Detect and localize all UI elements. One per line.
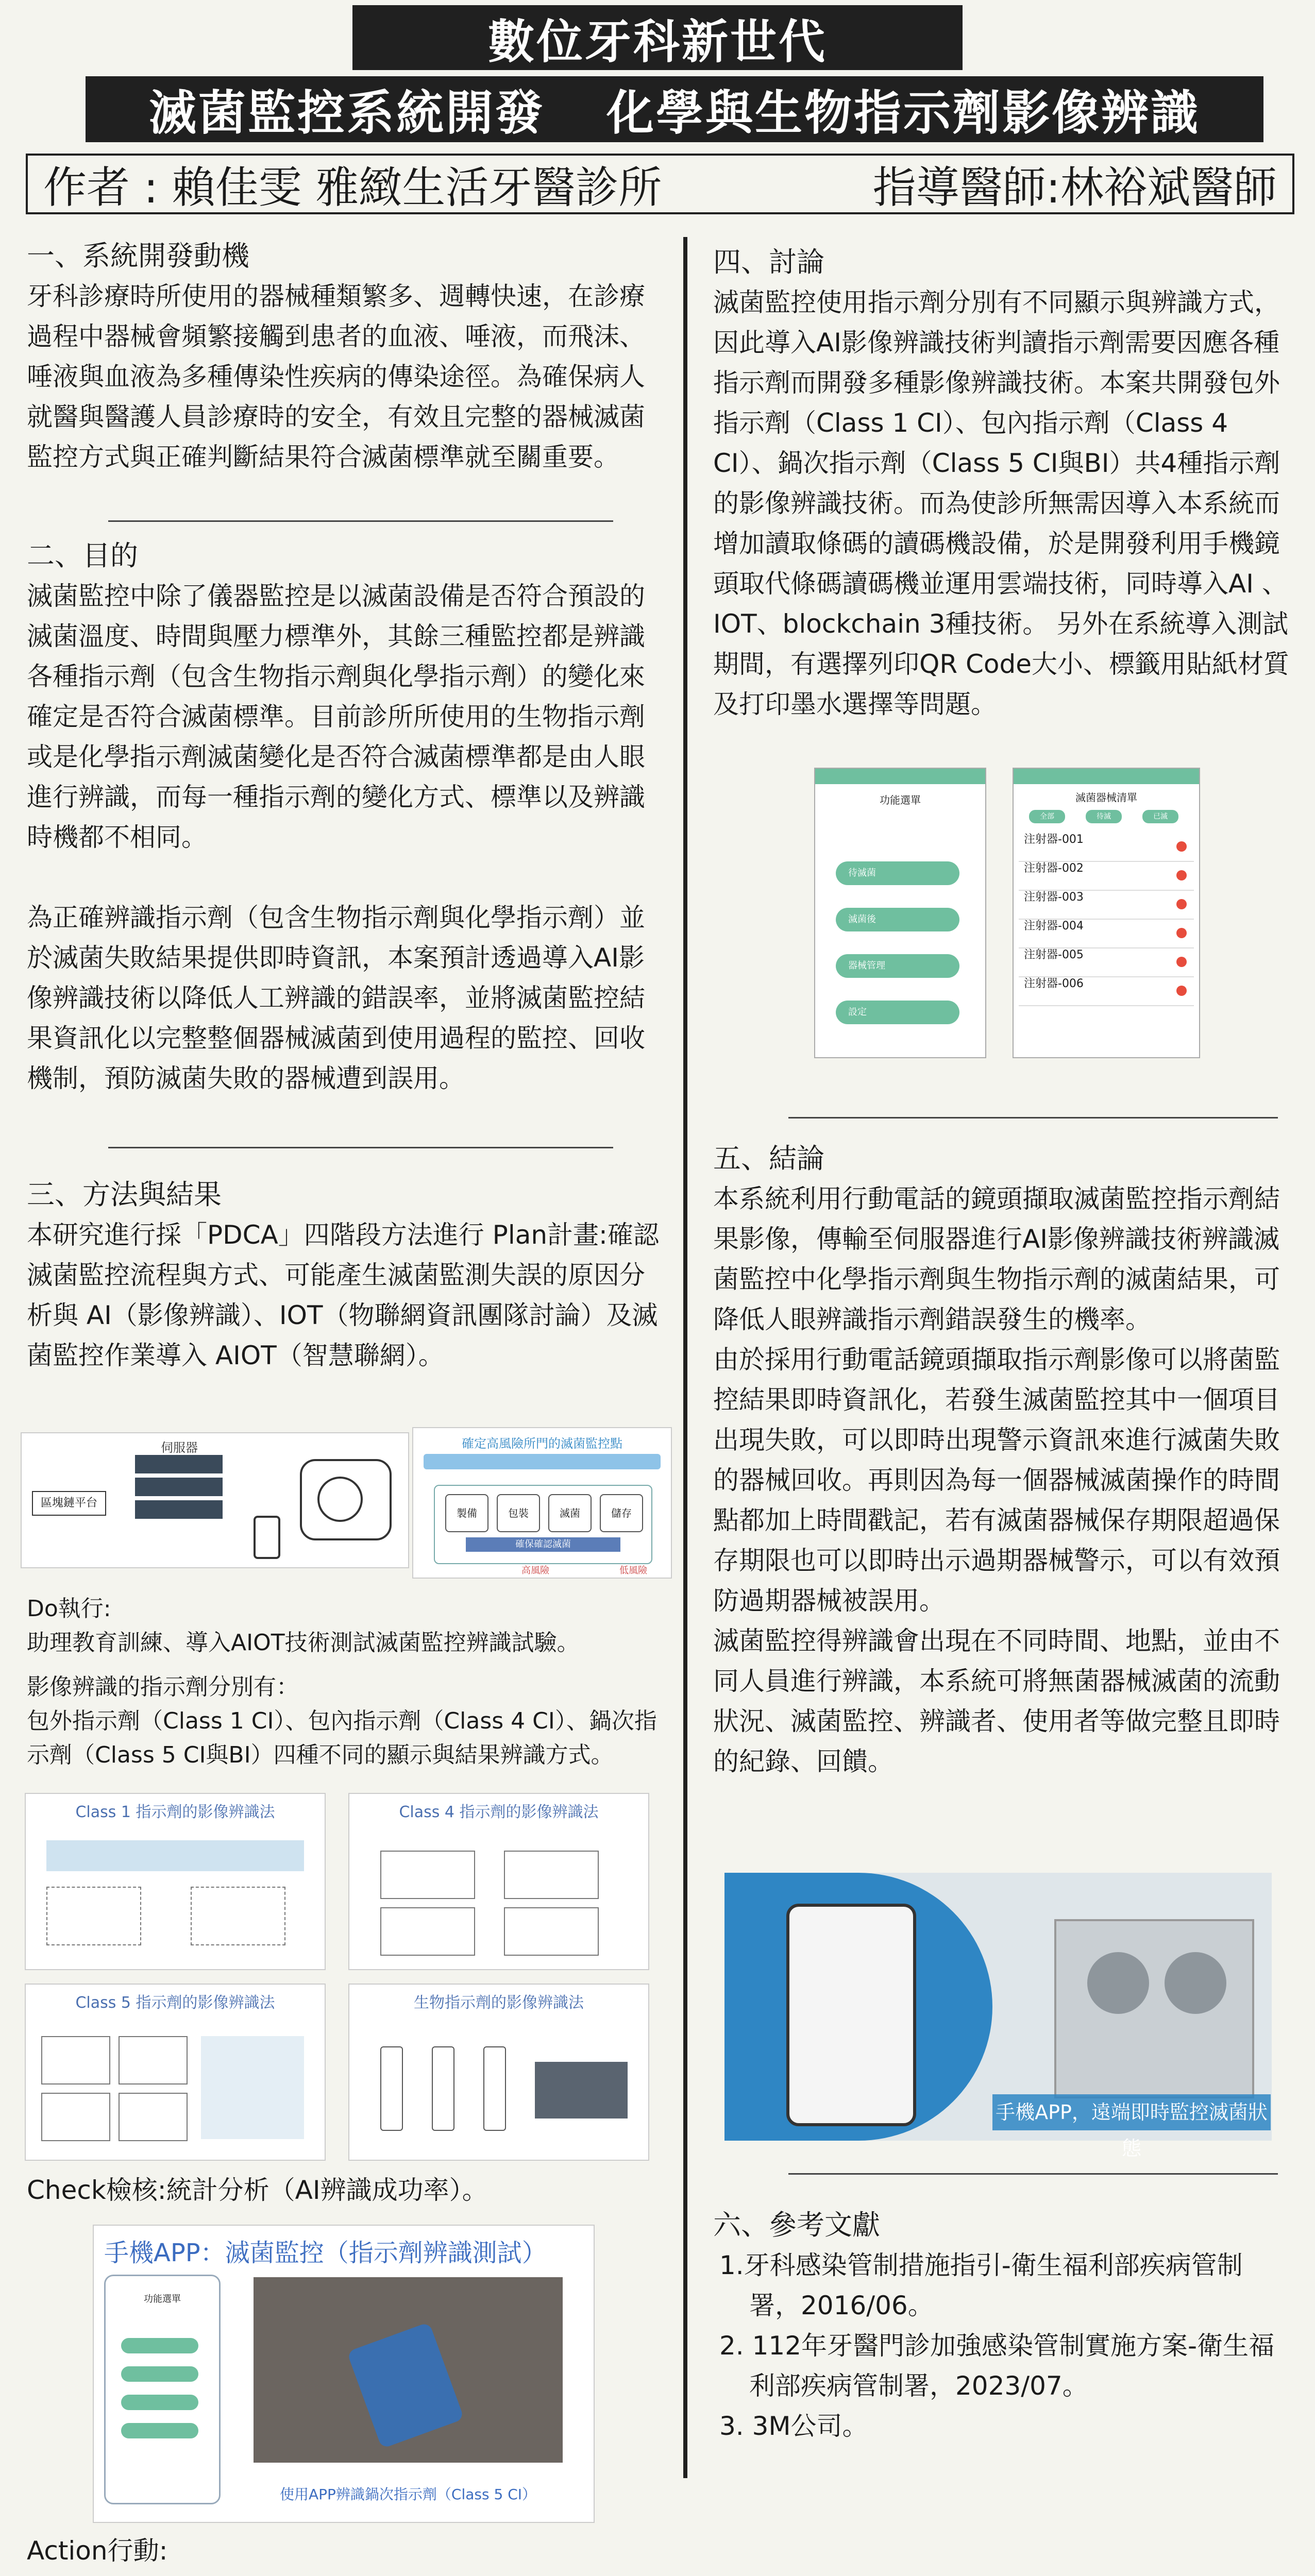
list-item[interactable]: 注射器-006 <box>1019 977 1194 1006</box>
indicator-sample <box>119 2036 188 2084</box>
phone-screenshot-list <box>1013 768 1200 1058</box>
flow-step: 製備 <box>445 1494 488 1532</box>
advisor: 指導醫師:林裕斌醫師 <box>872 162 1277 213</box>
flow-title: 確定高風險所門的滅菌監控點 <box>462 1436 622 1451</box>
app-test-figure <box>93 2225 595 2523</box>
list-item[interactable]: 注射器-005 <box>1019 948 1194 977</box>
phone-list-tab[interactable]: 全部 <box>1029 810 1065 823</box>
check-text: Check檢核:統計分析（AI辨識成功率）。 <box>27 2175 488 2205</box>
indicator-sample <box>201 2036 304 2139</box>
app-test-title: 手機APP：滅菌監控（指示劑辨識測試） <box>104 2239 547 2267</box>
divider-line <box>788 2173 1278 2175</box>
card-title: Class 4 指示劑的影像辨識法 <box>399 1803 599 1821</box>
platform-label: 區塊鏈平台 <box>32 1491 106 1516</box>
subtitle-right: 化學與生物指示劑影像辨識 <box>606 86 1201 141</box>
section-motivation <box>27 236 661 477</box>
section-body: 滅菌監控中除了儀器監控是以滅菌設備是否符合預設的滅菌溫度、時間與壓力標準外，其餘三種監控都是辨識各種指示劑（包含生物指示劑與化學指示劑）的變化來確定是否符合滅菌標準。目前診所所使用的生物指示劑或是化學指示劑滅菌變化是否符合滅菌標準都是由人眼進行辨識，而每一種指示劑的變化方式、標準以及辨識時機都不相同。 <box>27 581 645 852</box>
flow-step: 滅菌 <box>548 1494 592 1532</box>
phone-menu-title: 功能選單 <box>144 2294 181 2304</box>
section-title: 四、討論 <box>713 246 824 278</box>
reference-item: 3. 3M公司。 <box>719 2411 868 2441</box>
phone-list-tab[interactable]: 已滅 <box>1142 810 1178 823</box>
server-diagram <box>21 1432 409 1568</box>
vial-icon <box>483 2046 506 2131</box>
phone-menu-item <box>121 2395 198 2410</box>
flow-step: 包裝 <box>497 1494 540 1532</box>
server-rack <box>135 1455 223 1473</box>
indicator-sample <box>119 2093 188 2141</box>
indicator-sample <box>504 1907 599 1956</box>
phone-menu-item <box>121 2423 198 2438</box>
section-body: 本系統利用行動電話的鏡頭擷取滅菌監控指示劑結果影像，傳輸至伺服器進行AI影像辨識技術辨識滅菌監控中化學指示劑與生物指示劑的滅菌結果，可降低人眼辨識指示劑錯誤發生的機率。 <box>713 1184 1280 1334</box>
phone-icon <box>254 1516 280 1559</box>
card-class5 <box>25 1984 326 2161</box>
section-body: 滅菌監控使用指示劑分別有不同顯示與辨識方式，因此導入AI影像辨識技術判讀指示劑需要因應各種指示劑而開發多種影像辨識技術。本案共開發包外指示劑（Class 1 CI）、包內指示劑（Class 4 CI）、鍋次指示劑（Class 5 CI與BI）共4種指示劑的影像辨識技術。而為使診所無需因導入本系統而增加讀取條碼的讀碼機設備，於是開發利用手機鏡頭取代條碼讀碼機並運用雲端技術，同時導入AI 、IOT、blockchain 3種技術。 另外在系統導入測試期間，有選擇列印QR Code大小、標籤用貼紙材質及打印墨水選擇等問題。 <box>713 287 1289 719</box>
flow-box <box>434 1485 652 1564</box>
indicator-sample <box>46 1887 141 1945</box>
indicator-strip <box>46 1840 304 1871</box>
list-item[interactable]: 注射器-003 <box>1019 891 1194 920</box>
phone-screenshot-menu <box>814 768 986 1058</box>
sterilizer-photo <box>1054 1919 1254 2098</box>
card-bi <box>348 1984 649 2161</box>
phone-menu-item[interactable]: 待滅菌 <box>836 861 959 885</box>
list-item[interactable]: 注射器-004 <box>1019 920 1194 948</box>
phone-menu-item <box>121 2338 198 2353</box>
section-body: 為正確辨識指示劑（包含生物指示劑與化學指示劑）並於滅菌失敗結果提供即時資訊，本案預計透過導入AI影像辨識技術以降低人工辨識的錯誤率，並將滅菌監控結果資訊化以完整整個器械滅菌到使用過程的監控、回收機制，預防滅菌失敗的器械遭到誤用。 <box>27 903 645 1093</box>
vial-icon <box>380 2046 403 2131</box>
phone-list-title: 滅菌器械清單 <box>1075 791 1137 804</box>
column-divider <box>683 237 687 2478</box>
author-row <box>26 154 1294 214</box>
server-rack <box>135 1478 223 1496</box>
indicator-sample <box>41 2036 110 2084</box>
server-label: 伺服器 <box>161 1440 198 1455</box>
section-title: 三、方法與結果 <box>27 1178 222 1211</box>
app-test-photo <box>254 2277 563 2463</box>
section-do <box>27 1592 671 1772</box>
section-body: 由於採用行動電話鏡頭擷取指示劑影像可以將菌監控結果即時資訊化，若發生滅菌監控其中一個項目出現失敗，可以即時出現警示資訊來進行滅菌失敗的器械回收。再則因為每一個器械滅菌操作的時間點都加上時間戳記，若有滅菌器械保存期限超過保存期限也可以即時出示過期器械警示，可以有效預防過期器械被誤用。 <box>713 1345 1280 1616</box>
action-title: Action行動: <box>27 2536 168 2566</box>
app-banner-image <box>724 1873 1272 2160</box>
card-title: 生物指示劑的影像辨識法 <box>414 1994 584 2012</box>
section-body: 本研究進行採「PDCA」四階段方法進行 Plan計畫:確認滅菌監控流程與方式、可能產生滅菌監測失誤的原因分析與 AI（影像辨識）、IOT（物聯網資訊團隊討論）及滅菌監控作業導入 AIOT（智慧聯網）。 <box>27 1220 659 1370</box>
action-body <box>27 2571 671 2576</box>
section-method <box>27 1175 661 1376</box>
phone-list-tab[interactable]: 待滅 <box>1086 810 1122 823</box>
indicator-sample <box>380 1851 475 1899</box>
indicator-sample <box>504 1851 599 1899</box>
phone-menu-item <box>121 2366 198 2382</box>
risk-flow-diagram <box>412 1427 672 1579</box>
section-body: 牙科診療時所使用的器械種類繁多、週轉快速，在診療過程中器械會頻繁接觸到患者的血液、唾液，而飛沫、唾液與血液為多種傳染性疾病的傳染途徑。為確保病人就醫與醫護人員診療時的安全，有效且完整的器械滅菌監控方式與正確判斷結果符合滅菌標準就至關重要。 <box>27 281 645 472</box>
subtitle-left: 滅菌監控系統開發 <box>148 86 545 141</box>
reference-item: 1.牙科感染管制措施指引-衛生福利部疾病管制署，2016/06。 <box>719 2250 1243 2320</box>
do-title: Do執行: <box>27 1596 111 1622</box>
server-rack <box>135 1500 223 1519</box>
sterilizer-icon <box>300 1459 392 1540</box>
app-banner-caption: 手機APP，遠端即時監控滅菌狀態 <box>992 2094 1271 2130</box>
flow-cta: 確保確認滅菌 <box>466 1537 620 1552</box>
section-action <box>27 2531 671 2576</box>
poster-title: 數位牙科新世代 <box>352 5 963 70</box>
section-body: 滅菌監控得辨識會出現在不同時間、地點，並由不同人員進行辨識，本系統可將無菌器械滅菌的流動狀況、滅菌監控、辨識者、使用者等做完整且即時的紀錄、回饋。 <box>713 1626 1280 1776</box>
vial-icon <box>432 2046 454 2131</box>
poster-subtitle <box>86 76 1263 142</box>
divider-line <box>108 520 613 522</box>
app-test-caption: 使用APP辨識鍋次指示劑（Class 5 CI） <box>279 2486 536 2503</box>
flow-foot-right: 低風險 <box>619 1565 647 1576</box>
phone-icon <box>786 1904 916 2126</box>
indicator-title: 影像辨識的指示劑分別有： <box>27 1674 299 1700</box>
phone-menu-title: 功能選單 <box>880 794 921 806</box>
section-references <box>713 2205 1290 2446</box>
phone-menu-item[interactable]: 器械管理 <box>836 954 959 978</box>
indicator-sample <box>380 1907 475 1956</box>
section-conclusion <box>713 1139 1290 1782</box>
author: 作者 : 賴佳雯 雅緻生活牙醫診所 <box>43 162 662 213</box>
card-title: Class 1 指示劑的影像辨識法 <box>75 1803 275 1821</box>
section-title: 六、參考文獻 <box>713 2209 880 2241</box>
card-class4 <box>348 1793 649 1970</box>
flow-foot-left: 高風險 <box>521 1565 549 1576</box>
card-title: Class 5 指示劑的影像辨識法 <box>75 1994 275 2012</box>
do-body: 助理教育訓練、導入AIOT技術測試滅菌監控辨識試驗。 <box>27 1630 580 1656</box>
incubator-photo <box>535 2062 628 2119</box>
indicator-sample <box>41 2093 110 2141</box>
reference-item: 2. 112年牙醫門診加強感染管制實施方案-衛生福利部疾病管制署，2023/07。 <box>719 2331 1275 2401</box>
divider-line <box>788 1117 1278 1118</box>
phone-mockup <box>104 2275 221 2504</box>
section-title: 一、系統開發動機 <box>27 240 249 272</box>
list-item[interactable]: 注射器-002 <box>1019 862 1194 891</box>
card-class1 <box>25 1793 326 1970</box>
indicator-sample <box>191 1887 285 1945</box>
section-discussion <box>713 242 1290 724</box>
phone-in-hand <box>347 2322 464 2449</box>
section-title: 五、結論 <box>713 1142 824 1175</box>
list-item[interactable]: 注射器-001 <box>1019 833 1194 862</box>
flow-step: 儲存 <box>600 1494 643 1532</box>
section-title: 二、目的 <box>27 539 138 572</box>
phone-menu-item[interactable]: 設定 <box>836 1001 959 1024</box>
indicator-body: 包外指示劑（Class 1 CI）、包內指示劑（Class 4 CI）、鍋次指示劑（Class 5 CI與BI）四種不同的顯示與結果辨識方式。 <box>27 1708 657 1768</box>
flow-arrow-bar <box>424 1454 661 1469</box>
divider-line <box>108 1147 613 1148</box>
phone-menu-item[interactable]: 滅菌後 <box>836 908 959 931</box>
section-purpose <box>27 536 661 1098</box>
